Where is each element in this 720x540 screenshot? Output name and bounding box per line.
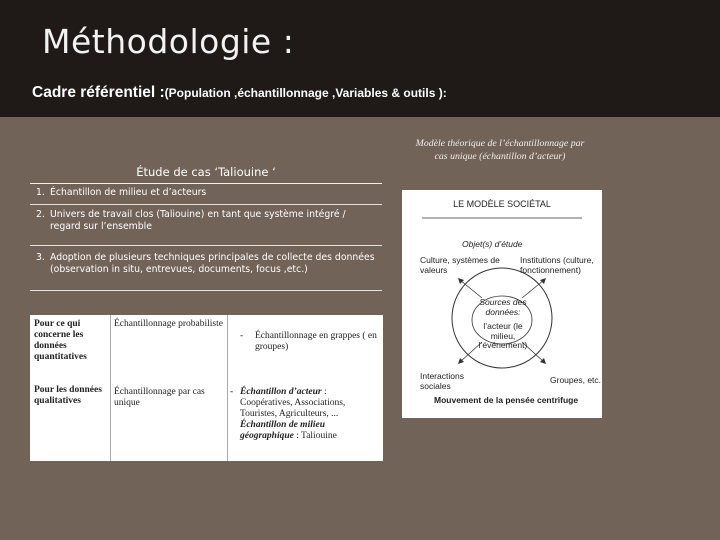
model-footer: Mouvement de la pensée centrifuge bbox=[434, 395, 579, 405]
model-header: LE MODÈLE SOCIÉTAL bbox=[453, 199, 551, 209]
sampling-table-image bbox=[30, 315, 383, 461]
row1-type: Échantillonnage probabiliste bbox=[114, 319, 223, 329]
table-divider bbox=[227, 315, 228, 461]
subtitle-main: Cadre référentiel : bbox=[32, 84, 165, 101]
case-study-item bbox=[30, 204, 382, 245]
case-study-box bbox=[30, 161, 382, 291]
arrowhead bbox=[540, 278, 546, 284]
row2-label: Pour les données qualitatives bbox=[34, 385, 102, 406]
arrowhead bbox=[458, 278, 464, 284]
model-actor: l’acteur (le milieu, l’événement) bbox=[478, 321, 528, 350]
row1-method: Échantillonnage en grappes ( en groupes) bbox=[255, 331, 377, 352]
model-interactions: Interactions sociales bbox=[420, 371, 464, 391]
item-number: 2. bbox=[36, 208, 45, 220]
subtitle-detail: (Population ,échantillonnage ,Variables & outils ): bbox=[164, 86, 447, 100]
case-study-bottom-rule bbox=[30, 290, 382, 291]
item-number: 1. bbox=[36, 187, 45, 198]
item-text: Univers de travail clos (Taliouine) en tant que système intégré / regard sur l’ensemble bbox=[50, 208, 346, 232]
row2-dash: - bbox=[230, 387, 234, 397]
model-institutions: Institutions (culture, fonctionnement) bbox=[520, 255, 594, 275]
actor-sample-label: Échantillon d’acteur bbox=[240, 387, 322, 397]
row1-label: Pour ce qui concerne les données quantitatives bbox=[34, 319, 87, 362]
geo-sample-label: Échantillon de milieu géographique bbox=[240, 420, 325, 441]
model-object: Objet(s) d’étude bbox=[462, 239, 523, 249]
item-text: Adoption de plusieurs techniques principales de collecte des données (observation in situ, entrevues, documents, focus ,etc.) bbox=[50, 251, 375, 275]
model-groups: Groupes, etc. bbox=[550, 375, 602, 385]
row2-type: Échantillonnage par cas unique bbox=[114, 387, 205, 408]
slide-title: Méthodologie : bbox=[42, 22, 295, 61]
model-sources: Sources des données: bbox=[479, 297, 527, 317]
actor-sample-text: : Coopératives, Associations, Touristes, Agriculteurs, ... bbox=[240, 387, 346, 419]
societal-model-image bbox=[402, 190, 602, 418]
model-caption: Modèle théorique de l’échantillonnage par cas unique (échantillon d’acteur) bbox=[415, 138, 585, 162]
table-divider bbox=[110, 315, 111, 461]
outer-circle bbox=[452, 268, 552, 368]
case-study-item bbox=[30, 245, 382, 290]
model-culture: Culture, systèmes de valeurs bbox=[420, 255, 500, 275]
case-study-heading: Étude de cas ‘Taliouine ‘ bbox=[136, 165, 276, 179]
slide-subtitle bbox=[32, 84, 447, 102]
geo-sample-text: : Taliouine bbox=[296, 431, 337, 441]
case-study-item bbox=[30, 183, 382, 204]
row1-dash: - bbox=[240, 331, 244, 341]
item-number: 3. bbox=[36, 251, 45, 263]
row2-details bbox=[240, 387, 380, 442]
item-text: Échantillon de milieu et d’acteurs bbox=[50, 187, 207, 198]
arrow bbox=[460, 280, 482, 298]
arrow bbox=[522, 280, 544, 298]
